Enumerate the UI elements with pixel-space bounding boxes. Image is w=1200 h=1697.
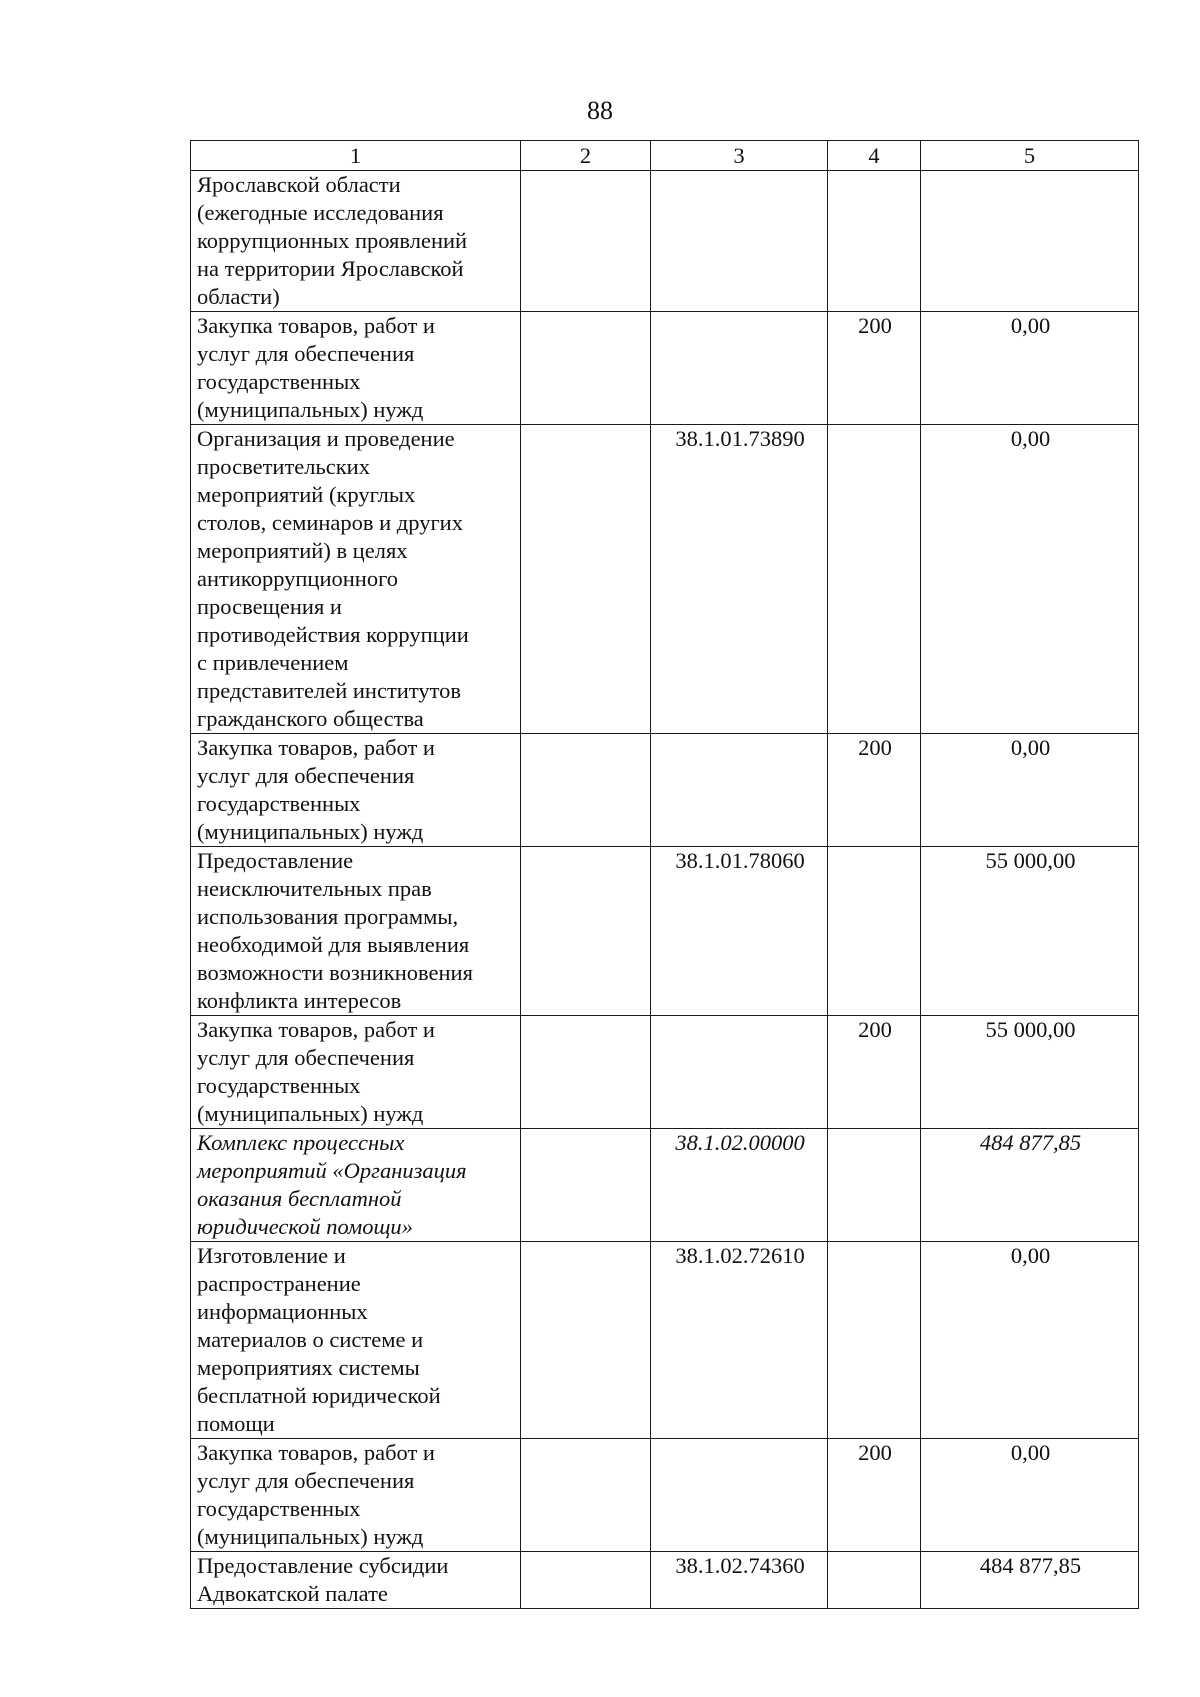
- row-amount-cell: 0,00: [921, 1439, 1139, 1552]
- column-header: 2: [521, 141, 651, 171]
- row-name-cell: Предоставление неисключительных прав использования программы, необходимой для выявления возможности возникновения конфликта интересов: [191, 847, 521, 1016]
- row-amount-cell: 55 000,00: [921, 1016, 1139, 1129]
- row-amount-cell: 0,00: [921, 1242, 1139, 1439]
- row-code-cell: [651, 734, 828, 847]
- row-name-cell: Изготовление и распространение информационных материалов о системе и мероприятиях системы бесплатной юридической помощи: [191, 1242, 521, 1439]
- row-code-cell: 38.1.01.78060: [651, 847, 828, 1016]
- row-expense-type-cell: [828, 171, 921, 312]
- table-row: [191, 425, 1139, 734]
- row-code-cell: 38.1.02.74360: [651, 1552, 828, 1609]
- table-header-row: [191, 141, 1139, 171]
- row-expense-type-cell: [828, 1129, 921, 1242]
- row-code-cell: [651, 1016, 828, 1129]
- row-code-cell: 38.1.02.00000: [651, 1129, 828, 1242]
- row-name-cell: Ярославской области (ежегодные исследования коррупционных проявлений на территории Ярославской области): [191, 171, 521, 312]
- table-row: [191, 1016, 1139, 1129]
- row-amount-cell: 0,00: [921, 312, 1139, 425]
- column-header: 3: [651, 141, 828, 171]
- row-code-cell: 38.1.01.73890: [651, 425, 828, 734]
- row-expense-type-cell: 200: [828, 734, 921, 847]
- row-col2-cell: [521, 1016, 651, 1129]
- budget-table: [190, 140, 1139, 1609]
- row-expense-type-cell: 200: [828, 1439, 921, 1552]
- row-expense-type-cell: [828, 847, 921, 1016]
- table-row-italic: [191, 1129, 1139, 1242]
- row-amount-cell: 484 877,85: [921, 1552, 1139, 1609]
- row-name-cell: Закупка товаров, работ и услуг для обеспечения государственных (муниципальных) нужд: [191, 312, 521, 425]
- row-name-cell: Закупка товаров, работ и услуг для обеспечения государственных (муниципальных) нужд: [191, 1439, 521, 1552]
- row-col2-cell: [521, 1129, 651, 1242]
- table-row: [191, 1242, 1139, 1439]
- row-col2-cell: [521, 734, 651, 847]
- row-name-cell: Организация и проведение просветительских мероприятий (круглых столов, семинаров и других мероприятий) в целях антикоррупционного просвещения и противодействия коррупции с привлечением представителей институтов гражданского общества: [191, 425, 521, 734]
- row-col2-cell: [521, 425, 651, 734]
- row-name-cell: Закупка товаров, работ и услуг для обеспечения государственных (муниципальных) нужд: [191, 1016, 521, 1129]
- row-amount-cell: [921, 171, 1139, 312]
- row-name-cell: Комплекс процессных мероприятий «Организация оказания бесплатной юридической помощи»: [191, 1129, 521, 1242]
- row-col2-cell: [521, 1439, 651, 1552]
- row-col2-cell: [521, 1242, 651, 1439]
- table-row: [191, 171, 1139, 312]
- row-name-cell: Закупка товаров, работ и услуг для обеспечения государственных (муниципальных) нужд: [191, 734, 521, 847]
- row-expense-type-cell: [828, 1552, 921, 1609]
- column-header: 5: [921, 141, 1139, 171]
- row-code-cell: 38.1.02.72610: [651, 1242, 828, 1439]
- column-header: 1: [191, 141, 521, 171]
- row-name-cell: Предоставление субсидии Адвокатской палате: [191, 1552, 521, 1609]
- row-amount-cell: 484 877,85: [921, 1129, 1139, 1242]
- table-row: [191, 1552, 1139, 1609]
- row-col2-cell: [521, 1552, 651, 1609]
- row-amount-cell: 0,00: [921, 734, 1139, 847]
- table-row: [191, 734, 1139, 847]
- row-amount-cell: 0,00: [921, 425, 1139, 734]
- row-col2-cell: [521, 312, 651, 425]
- table-row: [191, 1439, 1139, 1552]
- row-expense-type-cell: [828, 425, 921, 734]
- table-row: [191, 847, 1139, 1016]
- column-header: 4: [828, 141, 921, 171]
- row-code-cell: [651, 312, 828, 425]
- row-expense-type-cell: 200: [828, 312, 921, 425]
- row-code-cell: [651, 171, 828, 312]
- table-row: [191, 312, 1139, 425]
- row-code-cell: [651, 1439, 828, 1552]
- row-col2-cell: [521, 847, 651, 1016]
- row-amount-cell: 55 000,00: [921, 847, 1139, 1016]
- page-number: 88: [587, 96, 613, 125]
- row-expense-type-cell: 200: [828, 1016, 921, 1129]
- row-col2-cell: [521, 171, 651, 312]
- row-expense-type-cell: [828, 1242, 921, 1439]
